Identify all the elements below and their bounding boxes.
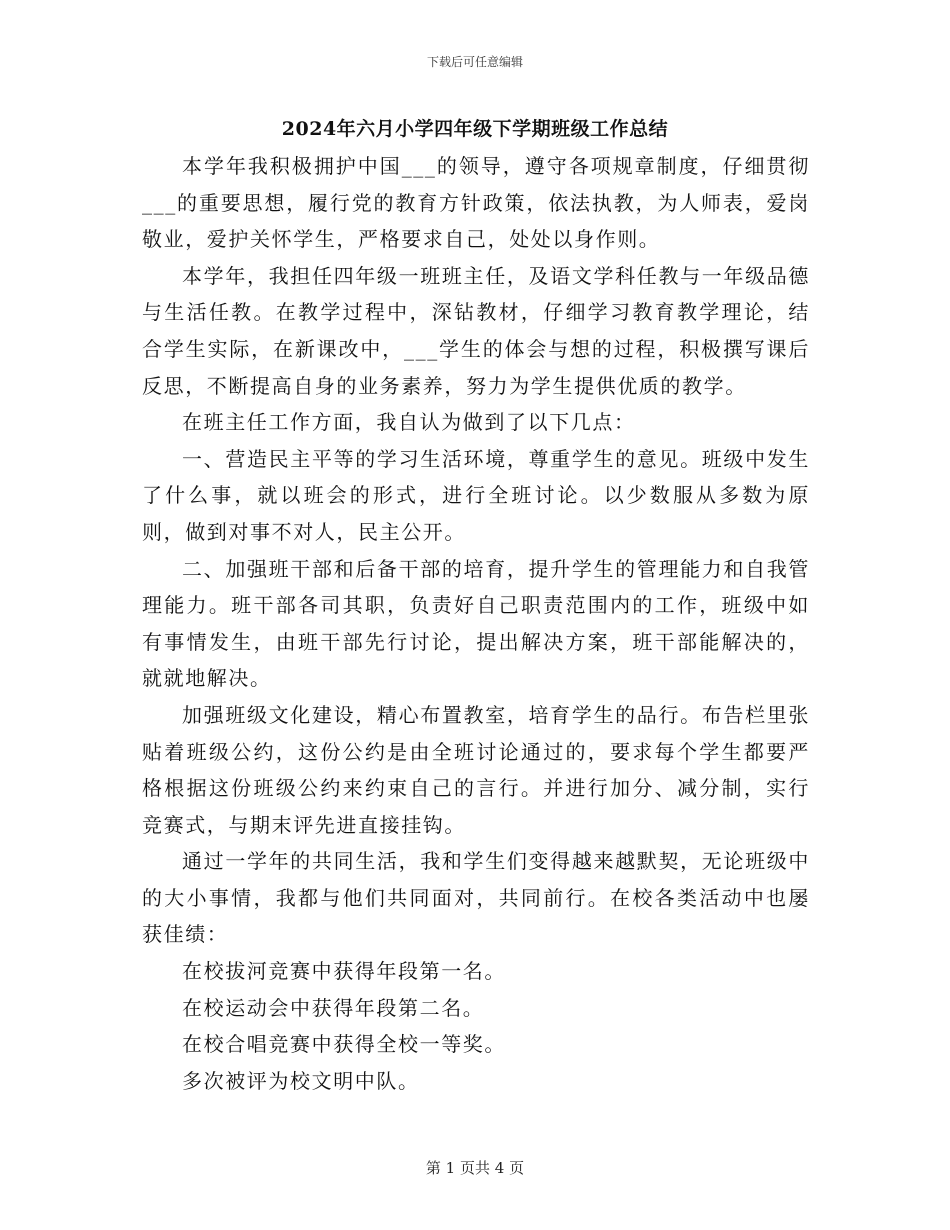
paragraph: 本学年，我担任四年级一班班主任，及语文学科任教与一年级品德与生活任教。在教学过程中，深钻教材，仔细学习教育教学理论，结合学生实际，在新课改中，___学生的体会与想的过程，积极撰写课后反思，不断提高自身的业务素养，努力为学生提供优质的教学。 — [142, 263, 810, 398]
paragraph: 在班主任工作方面，我自认为做到了以下几点： — [182, 410, 636, 435]
document-body — [142, 148, 810, 1099]
list-item: 在校拔河竞赛中获得年段第一名。 — [182, 959, 506, 984]
list-item: 在校合唱竞赛中获得全校一等奖。 — [182, 1032, 506, 1057]
list-item: 多次被评为校文明中队。 — [182, 1068, 420, 1093]
paragraph: 二、加强班干部和后备干部的培育，提升学生的管理能力和自我管理能力。班干部各司其职，负责好自己职责范围内的工作，班级中如有事情发生，由班干部先行讨论，提出解决方案，班干部能解决的，就就地解决。 — [142, 556, 810, 691]
list-item: 在校运动会中获得年段第二名。 — [182, 995, 485, 1020]
paragraph: 一、营造民主平等的学习生活环境，尊重学生的意见。班级中发生了什么事，就以班会的形式，进行全班讨论。以少数服从多数为原则，做到对事不对人，民主公开。 — [142, 446, 810, 544]
paragraph: 加强班级文化建设，精心布置教室，培育学生的品行。布告栏里张贴着班级公约，这份公约是由全班讨论通过的，要求每个学生都要严格根据这份班级公约来约束自己的言行。并进行加分、减分制，实行竞赛式，与期末评先进直接挂钩。 — [142, 702, 810, 837]
page-header-note: 下载后可任意编辑 — [426, 55, 523, 69]
page-number: 第 1 页共 4 页 — [425, 1159, 525, 1177]
paragraph: 通过一学年的共同生活，我和学生们变得越来越默契，无论班级中的大小事情，我都与他们共同面对，共同前行。在校各类活动中也屡获佳绩： — [142, 849, 810, 947]
paragraph: 本学年我积极拥护中国___的领导，遵守各项规章制度，仔细贯彻___的重要思想，履行党的教育方针政策，依法执教，为人师表，爱岗敬业，爱护关怀学生，严格要求自己，处处以身作则。 — [142, 154, 810, 252]
document-title: 2024年六月小学四年级下学期班级工作总结 — [281, 118, 669, 140]
